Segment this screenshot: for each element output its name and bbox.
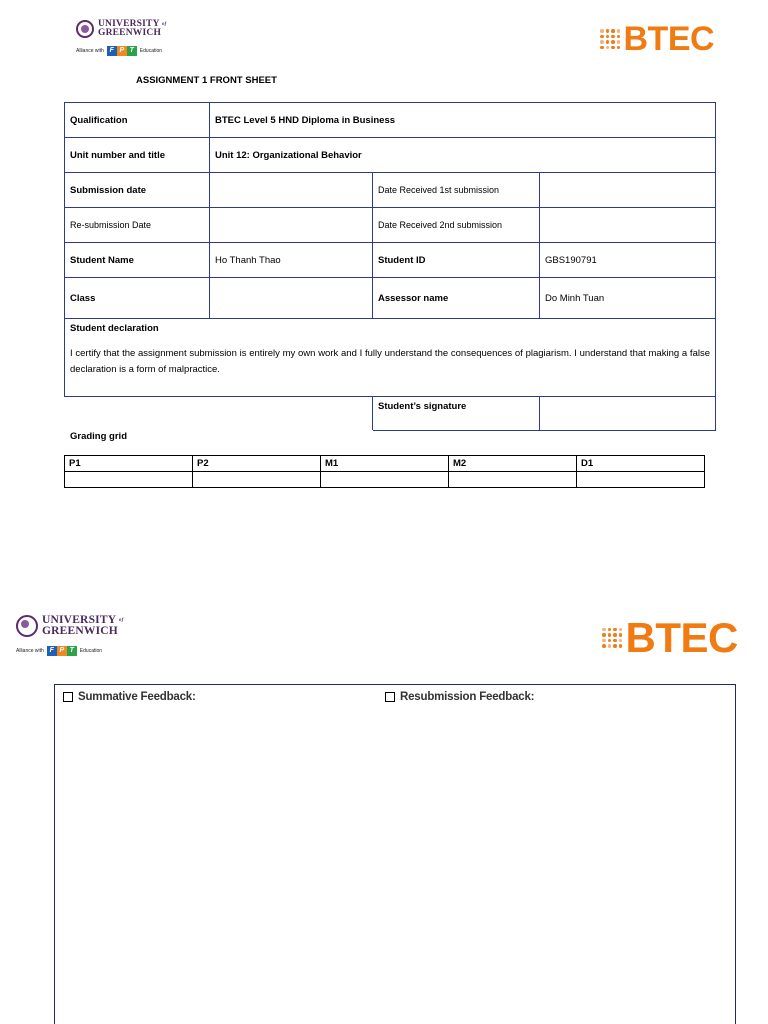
grade-header-p2: P2 <box>193 456 321 472</box>
btec-logo: BTEC <box>600 20 714 59</box>
btec-dots-icon <box>602 628 623 649</box>
grade-cell-d1[interactable] <box>577 472 705 488</box>
grade-header-p1: P1 <box>65 456 193 472</box>
date-received-2-value <box>540 208 716 243</box>
summative-feedback-heading[interactable]: Summative Feedback: <box>63 691 196 703</box>
university-logo-2: UNIVERSITY $^{of}$ GREENWICH Alliance with F P T Education <box>16 614 124 654</box>
grade-cell-m2[interactable] <box>449 472 577 488</box>
date-received-1-label: Date Received 1st submission <box>373 173 540 208</box>
qualification-label: Qualification <box>65 103 210 138</box>
btec-dots-icon <box>600 29 621 50</box>
crest-icon <box>16 615 38 637</box>
btec-logo-2: BTEC <box>602 614 738 662</box>
crest-icon <box>76 20 94 38</box>
fpt-logo: F P T <box>47 646 77 656</box>
qualification-value: BTEC Level 5 HND Diploma in Business <box>210 103 716 138</box>
student-name-value: Ho Thanh Thao <box>210 243 373 278</box>
student-name-label: Student Name <box>65 243 210 278</box>
summative-checkbox-icon[interactable] <box>63 692 73 702</box>
grade-header-d1: D1 <box>577 456 705 472</box>
assessor-value: Do Minh Tuan <box>540 278 716 319</box>
submission-date-value <box>210 173 373 208</box>
submission-date-label: Submission date <box>65 173 210 208</box>
resubmission-feedback-heading[interactable]: Resubmission Feedback: <box>385 691 534 703</box>
grade-cell-p1[interactable] <box>65 472 193 488</box>
grade-cell-p2[interactable] <box>193 472 321 488</box>
feedback-box <box>54 684 736 1024</box>
class-label: Class <box>65 278 210 319</box>
student-id-label: Student ID <box>373 243 540 278</box>
grade-cell-m1[interactable] <box>321 472 449 488</box>
resubmission-checkbox-icon[interactable] <box>385 692 395 702</box>
resubmission-date-value <box>210 208 373 243</box>
grade-header-m1: M1 <box>321 456 449 472</box>
page-title: ASSIGNMENT 1 FRONT SHEET <box>136 75 277 86</box>
university-logo: UNIVERSITY $^{of}$ GREENWICH Alliance with F P T Education <box>76 19 167 54</box>
student-id-value: GBS190791 <box>540 243 716 278</box>
fpt-logo: F P T <box>107 46 137 56</box>
declaration-text: I certify that the assignment submission is entirely my own work and I fully understand the consequences of plagiarism. I understand that making a false declaration is a form of malpractice. <box>70 348 710 375</box>
signature-field[interactable] <box>540 397 716 431</box>
blank-cell <box>65 397 373 431</box>
unit-value: Unit 12: Organizational Behavior <box>210 138 716 173</box>
assessor-label: Assessor name <box>373 278 540 319</box>
front-sheet-table <box>64 102 716 431</box>
signature-label: Student’s signature <box>373 397 540 431</box>
declaration-heading: Student declaration <box>70 323 159 334</box>
class-value <box>210 278 373 319</box>
grading-grid-label: Grading grid <box>70 431 127 442</box>
date-received-2-label: Date Received 2nd submission <box>373 208 540 243</box>
student-declaration <box>65 319 716 397</box>
grade-header-m2: M2 <box>449 456 577 472</box>
unit-label: Unit number and title <box>65 138 210 173</box>
resubmission-date-label: Re-submission Date <box>65 208 210 243</box>
grading-grid <box>64 455 705 488</box>
date-received-1-value <box>540 173 716 208</box>
